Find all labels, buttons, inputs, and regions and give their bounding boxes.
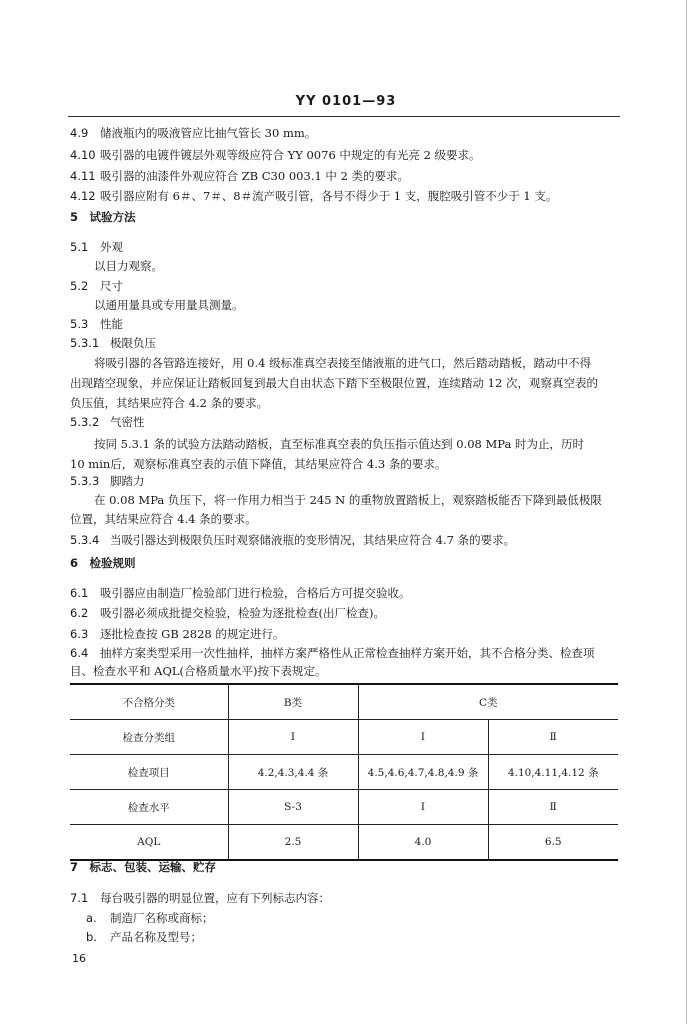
table-cell: 4.10,4.11,4.12 条 bbox=[488, 755, 618, 790]
table-cell: S-3 bbox=[228, 790, 358, 825]
clause-5-3-2-line-2: 10 min后，观察标准真空表的示值下降值，其结果应符合 4.3 条的要求。 bbox=[70, 457, 447, 471]
table-row bbox=[70, 720, 618, 755]
table-cell: 4.5,4.6,4.7,4.8,4.9 条 bbox=[358, 755, 488, 790]
clause-5-3-3-line-2: 位置，其结果应符合 4.4 条的要求。 bbox=[70, 512, 257, 526]
clause-5-3-2-heading: 5.3.2 气密性 bbox=[70, 415, 145, 429]
header-rule bbox=[68, 116, 620, 117]
table-cell: 2.5 bbox=[228, 825, 358, 861]
clause-5-2-body: 以通用量具或专用量具测量。 bbox=[94, 298, 244, 312]
table-cell: 4.0 bbox=[358, 825, 488, 861]
table-row bbox=[70, 755, 618, 790]
list-item: a. 制造厂名称或商标； bbox=[86, 911, 214, 925]
clause-5-3-3-line-1: 在 0.08 MPa 负压下，将一作用力相当于 245 N 的重物放置踏板上，观察踏板能否下降到最低极限 bbox=[94, 493, 602, 507]
clause-6-3: 6.3 逐批检查按 GB 2828 的规定进行。 bbox=[70, 627, 285, 641]
table-row bbox=[70, 790, 618, 825]
table-row bbox=[70, 684, 618, 720]
clause-6-2: 6.2 吸引器必须成批提交检验，检验为逐批检查(出厂检查)。 bbox=[70, 606, 385, 620]
clause-6-4-line-2: 目、检查水平和 AQL(合格质量水平)按下表规定。 bbox=[70, 664, 327, 678]
list-item: b. 产品名称及型号； bbox=[86, 930, 202, 944]
inspection-table bbox=[70, 683, 618, 861]
clause-5-3-1-line-2: 出现踏空现象，并应保证让踏板回复到最大自由状态下踏下至极限位置，连续踏动 12 次，观察真空表的 bbox=[70, 376, 598, 390]
class-c-header: C类 bbox=[358, 684, 618, 720]
class-b-header: B类 bbox=[228, 684, 358, 720]
clause-5-3-4: 5.3.4 当吸引器达到极限负压时观察储液瓶的变形情况，其结果应符合 4.7 条的要求。 bbox=[70, 533, 516, 547]
table-cell: 4.2,4.3,4.4 条 bbox=[228, 755, 358, 790]
section-7-title: 7 标志、包装、运输、贮存 bbox=[70, 860, 217, 874]
table-cell: 6.5 bbox=[488, 825, 618, 861]
clause-7-1: 7.1 每台吸引器的明显位置，应有下列标志内容： bbox=[70, 891, 330, 905]
row-label: 检查水平 bbox=[70, 790, 228, 825]
clause-5-3-2-line-1: 按同 5.3.1 条的试验方法踏动踏板，直至标准真空表的负压指示值达到 0.08 MPa 时为止，历时 bbox=[94, 437, 584, 451]
page-number: 16 bbox=[72, 952, 86, 965]
clause-5-3-1-line-3: 负压值，其结果应符合 4.2 条的要求。 bbox=[70, 396, 269, 410]
clause-5-3-1-heading: 5.3.1 极限负压 bbox=[70, 336, 156, 350]
table-cell: Ⅱ bbox=[488, 720, 618, 755]
table-cell: Ⅱ bbox=[488, 790, 618, 825]
clause-5-1-body: 以目力观察。 bbox=[94, 259, 163, 273]
clause-4-12: 4.12 吸引器应附有 6＃、7＃、8＃流产吸引管，各号不得少于 1 支，腹腔吸引管不少于 1 支。 bbox=[70, 189, 558, 203]
clause-5-2-heading: 5.2 尺寸 bbox=[70, 279, 123, 293]
row-label: 检查分类组 bbox=[70, 720, 228, 755]
scan-edge bbox=[686, 0, 687, 1024]
clause-4-11: 4.11 吸引器的油漆件外观应符合 ZB C30 003.1 中 2 类的要求。 bbox=[70, 169, 410, 183]
clause-5-1-heading: 5.1 外观 bbox=[70, 240, 123, 254]
table-row bbox=[70, 825, 618, 861]
clause-5-3-1-line-1: 将吸引器的各管路连接好，用 0.4 级标准真空表接至储液瓶的进气口，然后踏动踏板，踏动中不得 bbox=[94, 356, 592, 370]
clause-6-4-line-1: 6.4 抽样方案类型采用一次性抽样，抽样方案严格性从正常检查抽样方案开始，其不合格分类、检查项 bbox=[70, 646, 595, 660]
clause-6-1: 6.1 吸引器应由制造厂检验部门进行检验，合格后方可提交验收。 bbox=[70, 586, 411, 600]
clause-5-3-3-heading: 5.3.3 脚踏力 bbox=[70, 474, 145, 488]
clause-4-9: 4.9 储液瓶内的吸液管应比抽气管长 30 mm。 bbox=[70, 126, 317, 140]
standard-header: YY 0101—93 bbox=[295, 94, 397, 109]
clause-5-3-heading: 5.3 性能 bbox=[70, 317, 123, 331]
section-6-title: 6 检验规则 bbox=[70, 556, 136, 570]
row-label: 检查项目 bbox=[70, 755, 228, 790]
table-cell: Ⅰ bbox=[358, 720, 488, 755]
clause-4-10: 4.10 吸引器的电镀件镀层外观等级应符合 YY 0076 中规定的有光亮 2 级要求。 bbox=[70, 148, 481, 162]
table-cell: Ⅰ bbox=[358, 790, 488, 825]
table-cell: Ⅰ bbox=[228, 720, 358, 755]
row-label: 不合格分类 bbox=[70, 684, 228, 720]
row-label: AQL bbox=[70, 825, 228, 861]
section-5-title: 5 试验方法 bbox=[70, 210, 136, 224]
